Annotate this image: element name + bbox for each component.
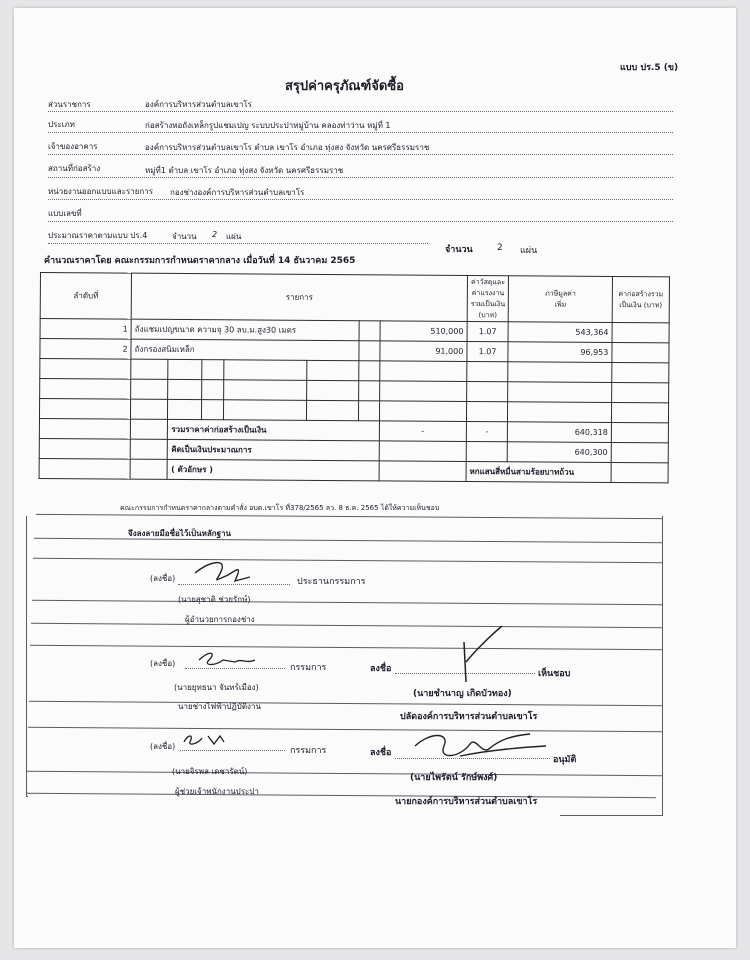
row-cost: 510,000 xyxy=(380,321,467,342)
signature-line xyxy=(180,750,285,751)
committee-note: คณะกรรมการกำหนดราคากลางตามคำสั่ง อบต.เขาโร ที่378/2565 ลว. 8 ธ.ค. 2565 ได้ให้ความเห็นชอบ xyxy=(120,504,440,512)
signature-line xyxy=(185,668,285,669)
sum-dash: - xyxy=(466,421,508,441)
member1-position: นายช่างไฟฟ้าปฏิบัติงาน xyxy=(178,702,261,711)
words-label: ( ตัวอักษร ) xyxy=(168,459,379,480)
field-label-design-unit: หน่วยงานออกแบบและรายการ xyxy=(48,187,154,196)
sum-label: รวมราคาค่าก่อสร้างเป็นเงิน xyxy=(168,419,379,440)
signature-scribble xyxy=(190,555,270,587)
cost-summary-table xyxy=(39,272,670,483)
signature-scribble xyxy=(410,726,550,766)
field-value-type: ก่อสร้างหอถังเหล็กรูปแชมเปญ ระบบประปาหมู่บ้าน คลองท่าว่าน หมู่ที่ 1 xyxy=(145,121,391,130)
field-value-agency: องค์การบริหารส่วนตำบลเขาโร xyxy=(145,100,252,109)
row-item: ถังกรองสนิมเหล็ก xyxy=(131,339,359,361)
field-label-type: ประเภท xyxy=(48,120,75,129)
member2-role: กรรมการ xyxy=(290,746,327,756)
member1-sign-label: (ลงชื่อ) xyxy=(150,659,176,668)
signature-line xyxy=(395,673,535,674)
sum-dash: - xyxy=(379,421,466,442)
chair-name: (นายสุชาติ ช่วยรักษ์) xyxy=(178,595,251,604)
signature-line xyxy=(178,584,290,585)
estimate-unit: แผ่น xyxy=(226,232,242,241)
signature-scribble xyxy=(195,648,265,670)
chair-role: ประธานกรรมการ xyxy=(297,577,366,587)
field-label-site: สถานที่ก่อสร้าง xyxy=(48,164,101,173)
divider xyxy=(48,154,673,155)
row-factor: 1.07 xyxy=(467,341,509,361)
member2-name: (นายจิรพล เดชารัตน์) xyxy=(172,767,248,776)
header-total: ค่าก่อสร้างรวม เป็นเงิน (บาท) xyxy=(612,276,669,322)
page-title: สรุปค่าครุภัณฑ์จัดซื้อ xyxy=(285,79,404,94)
field-label-agency: ส่วนราชการ xyxy=(48,100,91,109)
approver2-position: นายกองค์การบริหารส่วนตำบลเขาโร xyxy=(395,797,538,807)
attest-line: จึงลงลายมือชื่อไว้เป็นหลักฐาน xyxy=(128,529,231,538)
estimate-count: 2 xyxy=(212,230,218,239)
signature-scribble xyxy=(450,622,510,684)
words-row xyxy=(39,458,668,482)
divider xyxy=(48,221,673,222)
divider xyxy=(560,815,662,816)
form-code: แบบ ปร.5 (ข) xyxy=(620,63,679,73)
estimate-count-label: จำนวน xyxy=(172,232,197,241)
words-value: หกแสนสี่หมื่นสามร้อยบาทถ้วน xyxy=(466,461,611,482)
approver1-sign-label: ลงชื่อ xyxy=(370,664,392,674)
approver1-role: เห็นชอบ xyxy=(538,669,571,679)
header-material-labor: ค่าวัสดุและค่าแรงงาน รวมเป็นเงิน (บาท) xyxy=(467,275,509,321)
row-item: ถังแชมเปญขนาด ความจุ 30 ลบ.ม.สูง30 เมตร xyxy=(131,319,359,341)
row-factor: 1.07 xyxy=(467,321,509,341)
sheet-count-label: จำนวน xyxy=(445,245,473,255)
row-seq: 1 xyxy=(40,319,131,340)
divider xyxy=(48,111,673,112)
estimate-label: ประมาณราคาตามแบบ ปร.4 xyxy=(48,231,148,240)
member2-position: ผู้ช่วยเจ้าพนักงานประปา xyxy=(175,787,259,796)
divider xyxy=(48,199,673,200)
field-label-drawing-no: แบบเลขที่ xyxy=(48,209,82,218)
sum-value: 640,318 xyxy=(508,422,612,443)
header-vat-factor: ภาษีมูลค่า เพิ่ม xyxy=(508,276,612,323)
signature-line xyxy=(395,758,550,759)
field-label-owner: เจ้าของอาคาร xyxy=(48,142,98,151)
row-total: 543,364 xyxy=(508,322,612,343)
divider xyxy=(48,243,428,244)
field-value-design-unit: กองช่างองค์การบริหารส่วนตำบลเขาโร xyxy=(170,188,305,197)
divider xyxy=(48,132,673,133)
signature-scribble xyxy=(180,730,240,750)
member2-sign-label: (ลงชื่อ) xyxy=(150,742,176,751)
chair-sign-label: (ลงชื่อ) xyxy=(150,574,176,583)
calc-line: คำนวณราคาโดย คณะกรรมการกำหนดราคากลาง เมื่อวันที่ 14 ธันวาคม 2565 xyxy=(44,256,356,266)
divider xyxy=(662,516,663,816)
row-total: 96,953 xyxy=(508,342,612,363)
member1-role: กรรมการ xyxy=(290,663,327,673)
approver2-name: (นายไพรัตน์ รักษ์พงศ์) xyxy=(410,773,498,783)
chair-position: ผู้อำนวยการกองช่าง xyxy=(185,615,255,624)
approver1-name: (นายชำนาญ เกิดบัวทอง) xyxy=(413,689,512,699)
estimate-row-value: 640,300 xyxy=(507,442,611,463)
approver2-role: อนุมัติ xyxy=(553,755,577,765)
member1-name: (นายยุทธนา จันทร์เมือง) xyxy=(174,683,259,692)
row-cost: 91,000 xyxy=(380,341,467,362)
header-seq: ลำดับที่ xyxy=(40,273,132,320)
header-item: รายการ xyxy=(131,273,467,321)
sheet-count: 2 xyxy=(497,243,503,253)
field-value-site: หมู่ที่1 ตำบล เขาโร อำเภอ ทุ่งสง จังหวัด นครศรีธรรมราช xyxy=(145,166,344,175)
divider xyxy=(26,796,28,797)
estimate-row-label: คิดเป็นเงินประมาณการ xyxy=(168,439,379,460)
sheet-count-unit: แผ่น xyxy=(520,246,538,256)
field-value-owner: องค์การบริหารส่วนตำบลเขาโร ตำบล เขาโร อำเภอ ทุ่งสง จังหวัด นครศรีธรรมราช xyxy=(145,143,430,152)
divider xyxy=(26,516,27,796)
approver2-sign-label: ลงชื่อ xyxy=(370,748,392,758)
divider xyxy=(48,177,673,178)
approver1-position: ปลัดองค์การบริหารส่วนตำบลเขาโร xyxy=(400,712,538,722)
row-seq: 2 xyxy=(40,339,131,360)
